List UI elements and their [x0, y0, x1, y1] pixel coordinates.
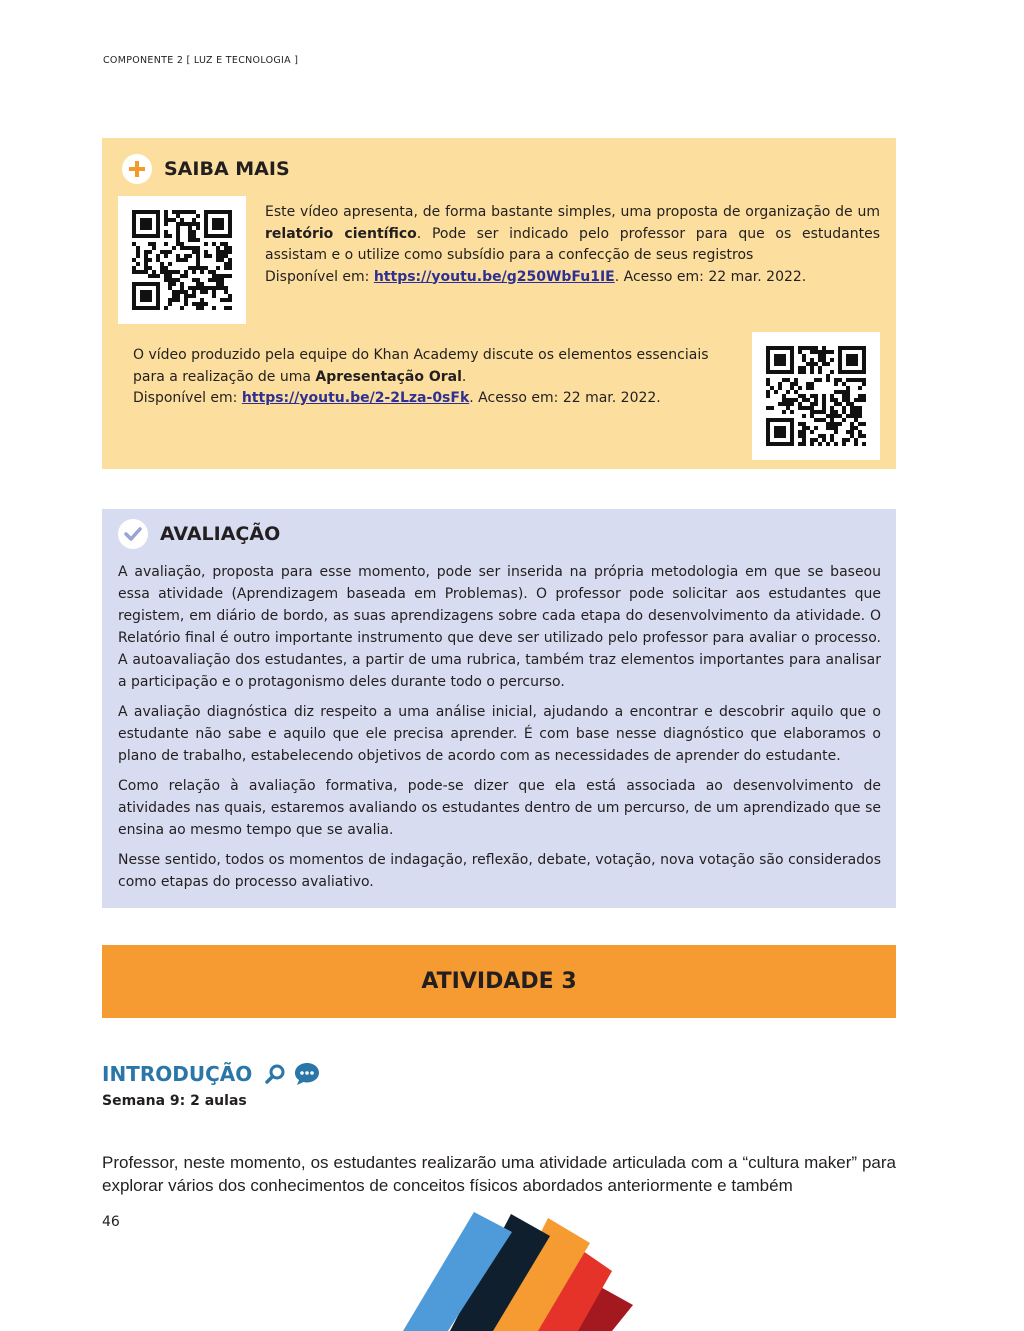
item2-link[interactable]: https://youtu.be/2-2Lza-0sFk	[241, 390, 470, 406]
item2-bold: Apresentação Oral	[315, 368, 462, 385]
item1-access: . Acesso em: 22 mar. 2022.	[614, 268, 807, 285]
avaliacao-paragraph: Nesse sentido, todos os momentos de indagação, reflexão, debate, votação, nova votação são considerados como etapas do processo avaliativo.	[118, 852, 881, 890]
item1-text: Este vídeo apresenta, de forma bastante simples, uma proposta de organização de um	[265, 204, 880, 220]
avaliacao-title: AVALIAÇÃO	[160, 523, 281, 545]
semana-label: Semana 9: 2 aulas	[102, 1093, 247, 1109]
saiba-mais-title: SAIBA MAIS	[164, 158, 290, 180]
avaliacao-paragraph: A avaliação, proposta para esse momento, pode ser inserida na própria metodologia em que se baseou essa atividade (Aprendizagem baseada em Problemas). O professor pode solicitar aos estudantes que registem, em diário de bordo, as suas aprendizagens sobre cada etapa do desenvolvimento da atividade. O Relatório final é outro importante instrumento que deve ser utilizado pelo professor para avaliar o processo. A autoavaliação dos estudantes, a partir de uma rubrica, também traz elementos importantes para analisar a participação e o protagonismo deles durante todo o percurso.	[118, 564, 881, 690]
avaliacao-paragraph: A avaliação diagnóstica diz respeito a uma análise inicial, ajudando a encontrar e descobrir aquilo que o estudante não sabe e aquilo que ele precisa aprender. É com base nesse diagnóstico que elaboramos o plano de trabalho, estabelecendo objetivos de acordo com as necessidades de aprender do estudante.	[118, 704, 881, 764]
item2-text-b: .	[461, 368, 467, 385]
avaliacao-paragraph: Como relação à avaliação formativa, pode-se dizer que ela está associada ao desenvolvimento de atividades nas quais, estaremos avaliando os estudantes dentro de um percurso, de um aprendizado que se ensina ao mesmo tempo que se avalia.	[118, 778, 881, 838]
item1-text-b: . Pode ser indicado pelo professor para que os estudantes assistam e o utilize como subsídio para a confecção de seus registros	[265, 225, 881, 263]
item1-link[interactable]: https://youtu.be/g250WbFu1IE	[373, 268, 615, 285]
item1-bold: relatório científico	[265, 225, 417, 242]
atividade-title: ATIVIDADE 3	[421, 969, 577, 994]
page-number: 46	[102, 1214, 120, 1230]
item2-available-label: Disponível em:	[133, 390, 242, 406]
introducao-title: INTRODUÇÃO	[102, 1062, 253, 1086]
item2-text: O vídeo produzido pela equipe do Khan Academy discute os elementos essenciais para a realização de uma	[133, 347, 709, 385]
item1-available-label: Disponível em:	[265, 268, 374, 285]
running-header: COMPONENTE 2 [ LUZ E TECNOLOGIA ]	[103, 55, 299, 66]
item2-access: . Acesso em: 22 mar. 2022.	[469, 390, 661, 406]
introducao-paragraph: Professor, neste momento, os estudantes realizarão uma atividade articulada com a “cultura maker” para explorar vários dos conhecimentos de conceitos físicos abordados anteriormente e também	[102, 1153, 896, 1195]
